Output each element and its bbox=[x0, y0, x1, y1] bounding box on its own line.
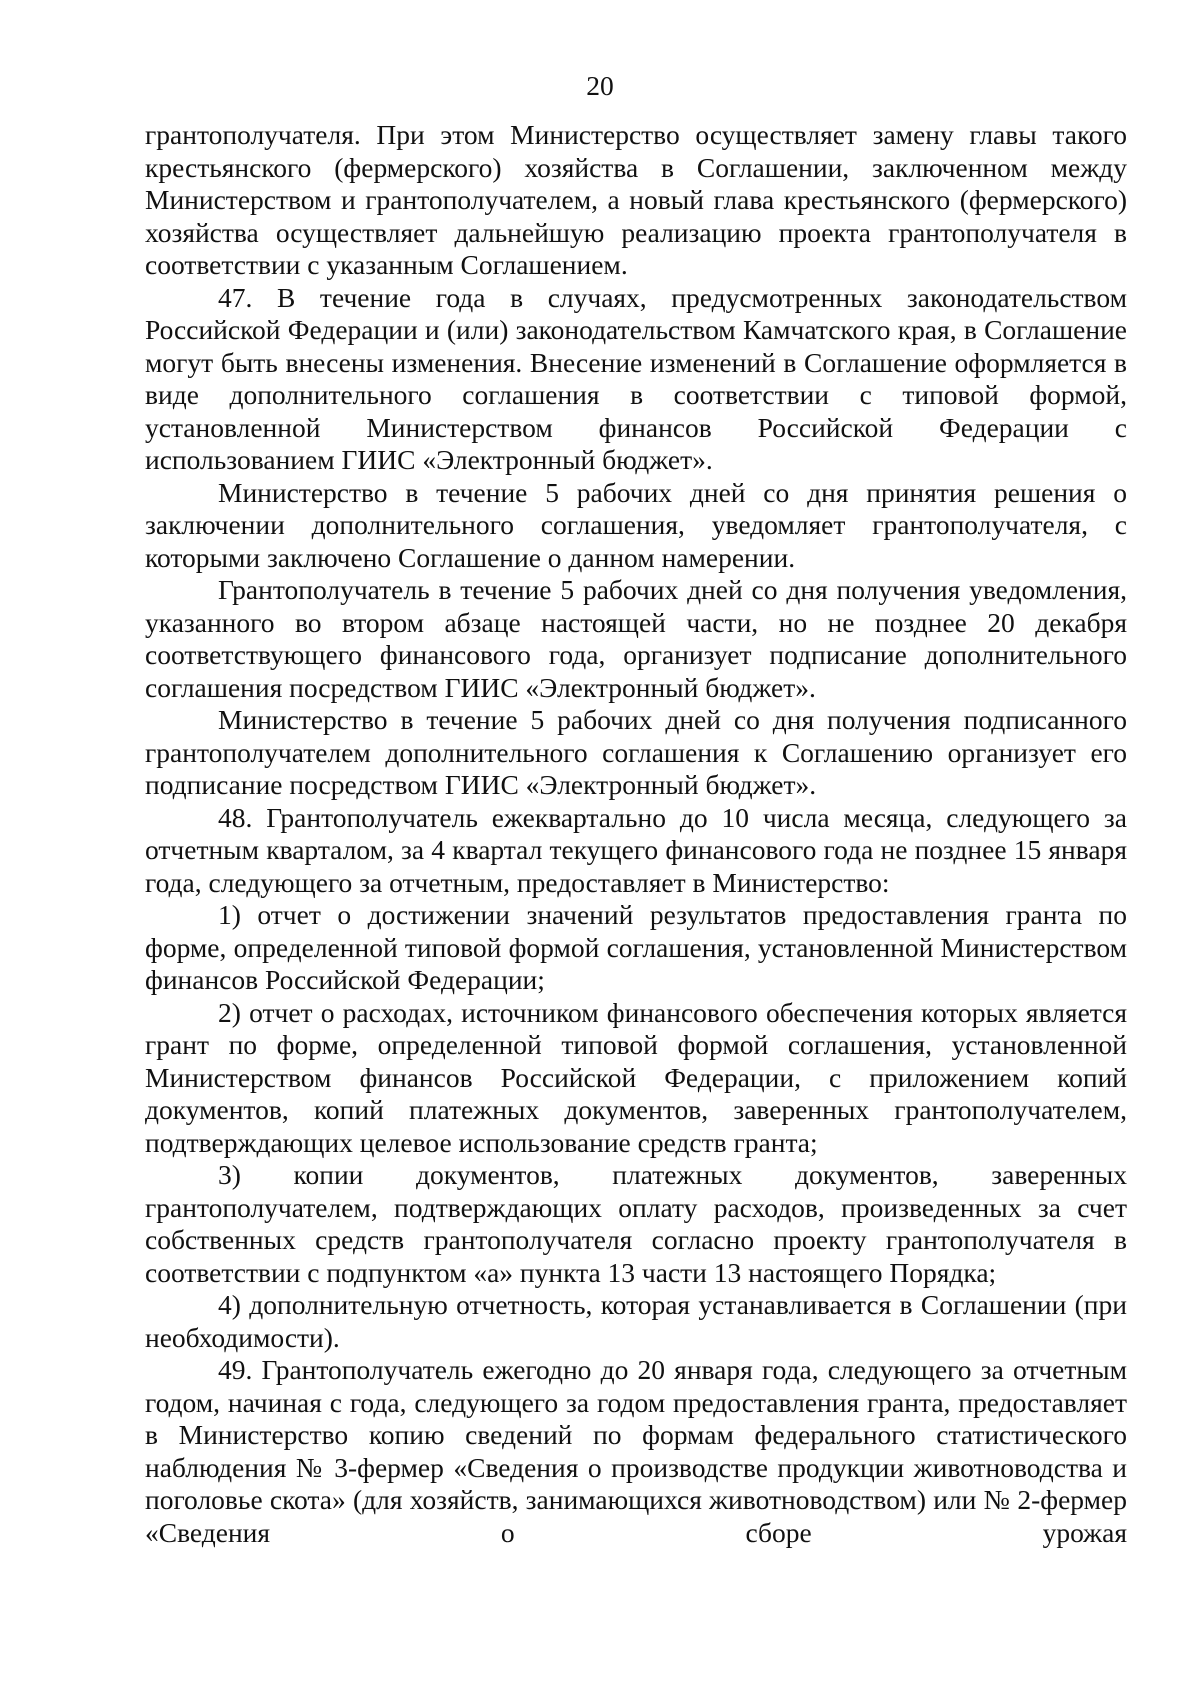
paragraph-clause-48: 48. Грантополучатель ежеквартально до 10 числа месяца, следующего за отчетным кварталом, за 4 квартал текущего финансового года не позднее 15 января года, следующего за отчетным, предоставляет в Министерство: bbox=[145, 801, 1127, 898]
list-item-3: 3) копии документов, платежных документов, заверенных грантополучателем, подтверждающих оплату расходов, произведенных за счет собственных средств грантополучателя согласно проекту грантополучателя в соответствии с подпунктом «а» пункта 13 части 13 настоящего Порядка; bbox=[145, 1159, 1127, 1288]
paragraph-clause-47: 47. В течение года в случаях, предусмотренных законодательством Российской Федерации и (или) законодательством Камчатского края, в Соглашение могут быть внесены изменения. Внесение изменений в Соглашение оформляется в виде дополнительного соглашения в соответствии с типовой формой, установленной Министерством финансов Российской Федерации с использованием ГИИС «Электронный бюджет». bbox=[145, 281, 1127, 475]
list-item-2: 2) отчет о расходах, источником финансового обеспечения которых является грант по форме, определенной типовой формой соглашения, установленной Министерством финансов Российской Федерации, с приложением копий документов, копий платежных документов, заверенных грантополучателем, подтверждающих целевое использование средств гранта; bbox=[145, 996, 1127, 1158]
paragraph-clause-47-notice: Министерство в течение 5 рабочих дней со дня принятия решения о заключении дополнительного соглашения, уведомляет грантополучателя, с которыми заключено Соглашение о данном намерении. bbox=[145, 476, 1127, 573]
paragraph-clause-47-ministry-signing: Министерство в течение 5 рабочих дней со дня получения подписанного грантополучателем дополнительного соглашения к Соглашению организует его подписание посредством ГИИС «Электронный бюджет». bbox=[145, 704, 1127, 800]
document-body bbox=[145, 119, 1127, 1549]
list-item-4: 4) дополнительную отчетность, которая устанавливается в Соглашении (при необходимости). bbox=[145, 1289, 1127, 1353]
paragraph-clause-47-signing: Грантополучатель в течение 5 рабочих дней со дня получения уведомления, указанного во втором абзаце настоящей части, но не позднее 20 декабря соответствующего финансового года, организует подписание дополнительного соглашения посредством ГИИС «Электронный бюджет». bbox=[145, 574, 1127, 703]
paragraph-continuation: грантополучателя. При этом Министерство осуществляет замену главы такого крестьянского (фермерского) хозяйства в Соглашении, заключенном между Министерством и грантополучателем, а новый глава крестьянского (фермерского) хозяйства осуществляет дальнейшую реализацию проекта грантополучателя в соответствии с указанным Соглашением. bbox=[145, 119, 1127, 280]
list-item-1: 1) отчет о достижении значений результатов предоставления гранта по форме, определенной типовой формой соглашения, установленной Министерством финансов Российской Федерации; bbox=[145, 899, 1127, 995]
paragraph-clause-49: 49. Грантополучатель ежегодно до 20 января года, следующего за отчетным годом, начиная с года, следующего за годом предоставления гранта, предоставляет в Министерство копию сведений по формам федерального статистического наблюдения № 3-фермер «Сведения о производстве продукции животноводства и поголовье скота» (для хозяйств, занимающихся животноводством) или № 2-фермер «Сведения о сборе урожая bbox=[145, 1354, 1127, 1548]
page-number: 20 bbox=[586, 70, 614, 101]
